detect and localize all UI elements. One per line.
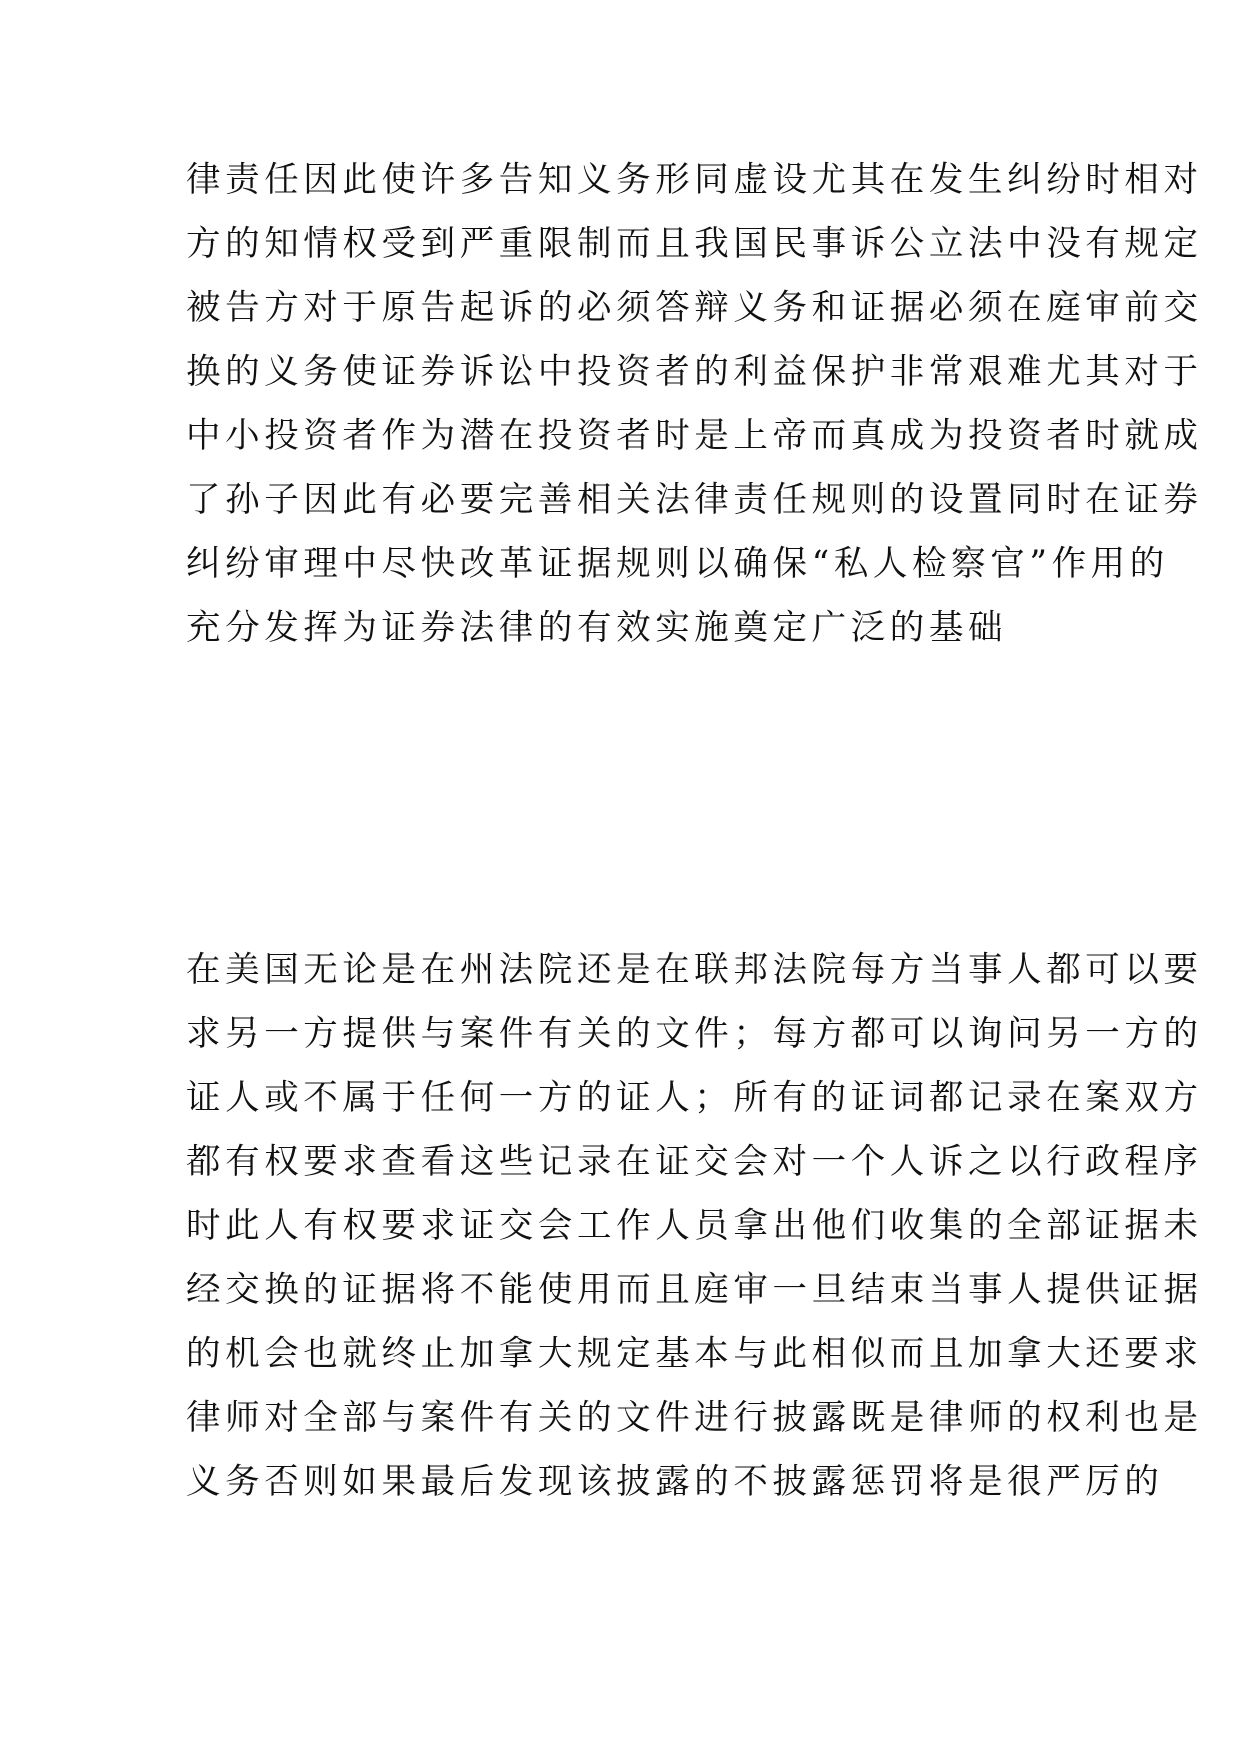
paragraph-line: 都有权要求查看这些记录在证交会对一个人诉之以行政程序 — [186, 1142, 1203, 1182]
paragraph-line: 证人或不属于任何一方的证人；所有的证词都记录在案双方 — [186, 1078, 1203, 1118]
paragraph-2 — [186, 938, 1203, 1514]
paragraph-line: 求另一方提供与案件有关的文件；每方都可以询问另一方的 — [186, 1014, 1203, 1054]
paragraph-line: 经交换的证据将不能使用而且庭审一旦结束当事人提供证据 — [186, 1270, 1203, 1310]
paragraph-line: 换的义务使证券诉讼中投资者的利益保护非常艰难尤其对于 — [186, 352, 1203, 392]
paragraph-line: 义务否则如果最后发现该披露的不披露惩罚将是很严厉的 — [186, 1462, 1164, 1502]
paragraph-line: 纠纷审理中尽快改革证据规则以确保“私人检察官”作用的 — [186, 544, 1169, 584]
paragraph-line: 了孙子因此有必要完善相关法律责任规则的设置同时在证券 — [186, 480, 1203, 520]
paragraph-line: 时此人有权要求证交会工作人员拿出他们收集的全部证据未 — [186, 1206, 1203, 1246]
paragraph-line: 的机会也就终止加拿大规定基本与此相似而且加拿大还要求 — [186, 1334, 1203, 1374]
paragraph-line: 律师对全部与案件有关的文件进行披露既是律师的权利也是 — [186, 1398, 1203, 1438]
paragraph-line: 中小投资者作为潜在投资者时是上帝而真成为投资者时就成 — [186, 416, 1203, 456]
paragraph-line: 方的知情权受到严重限制而且我国民事诉公立法中没有规定 — [186, 224, 1203, 264]
paragraph-line: 被告方对于原告起诉的必须答辩义务和证据必须在庭审前交 — [186, 288, 1203, 328]
paragraph-line: 充分发挥为证券法律的有效实施奠定广泛的基础 — [186, 608, 1008, 648]
paragraph-line: 在美国无论是在州法院还是在联邦法院每方当事人都可以要 — [186, 950, 1203, 990]
paragraph-1 — [186, 148, 1203, 660]
paragraph-line: 律责任因此使许多告知义务形同虚设尤其在发生纠纷时相对 — [186, 160, 1203, 200]
